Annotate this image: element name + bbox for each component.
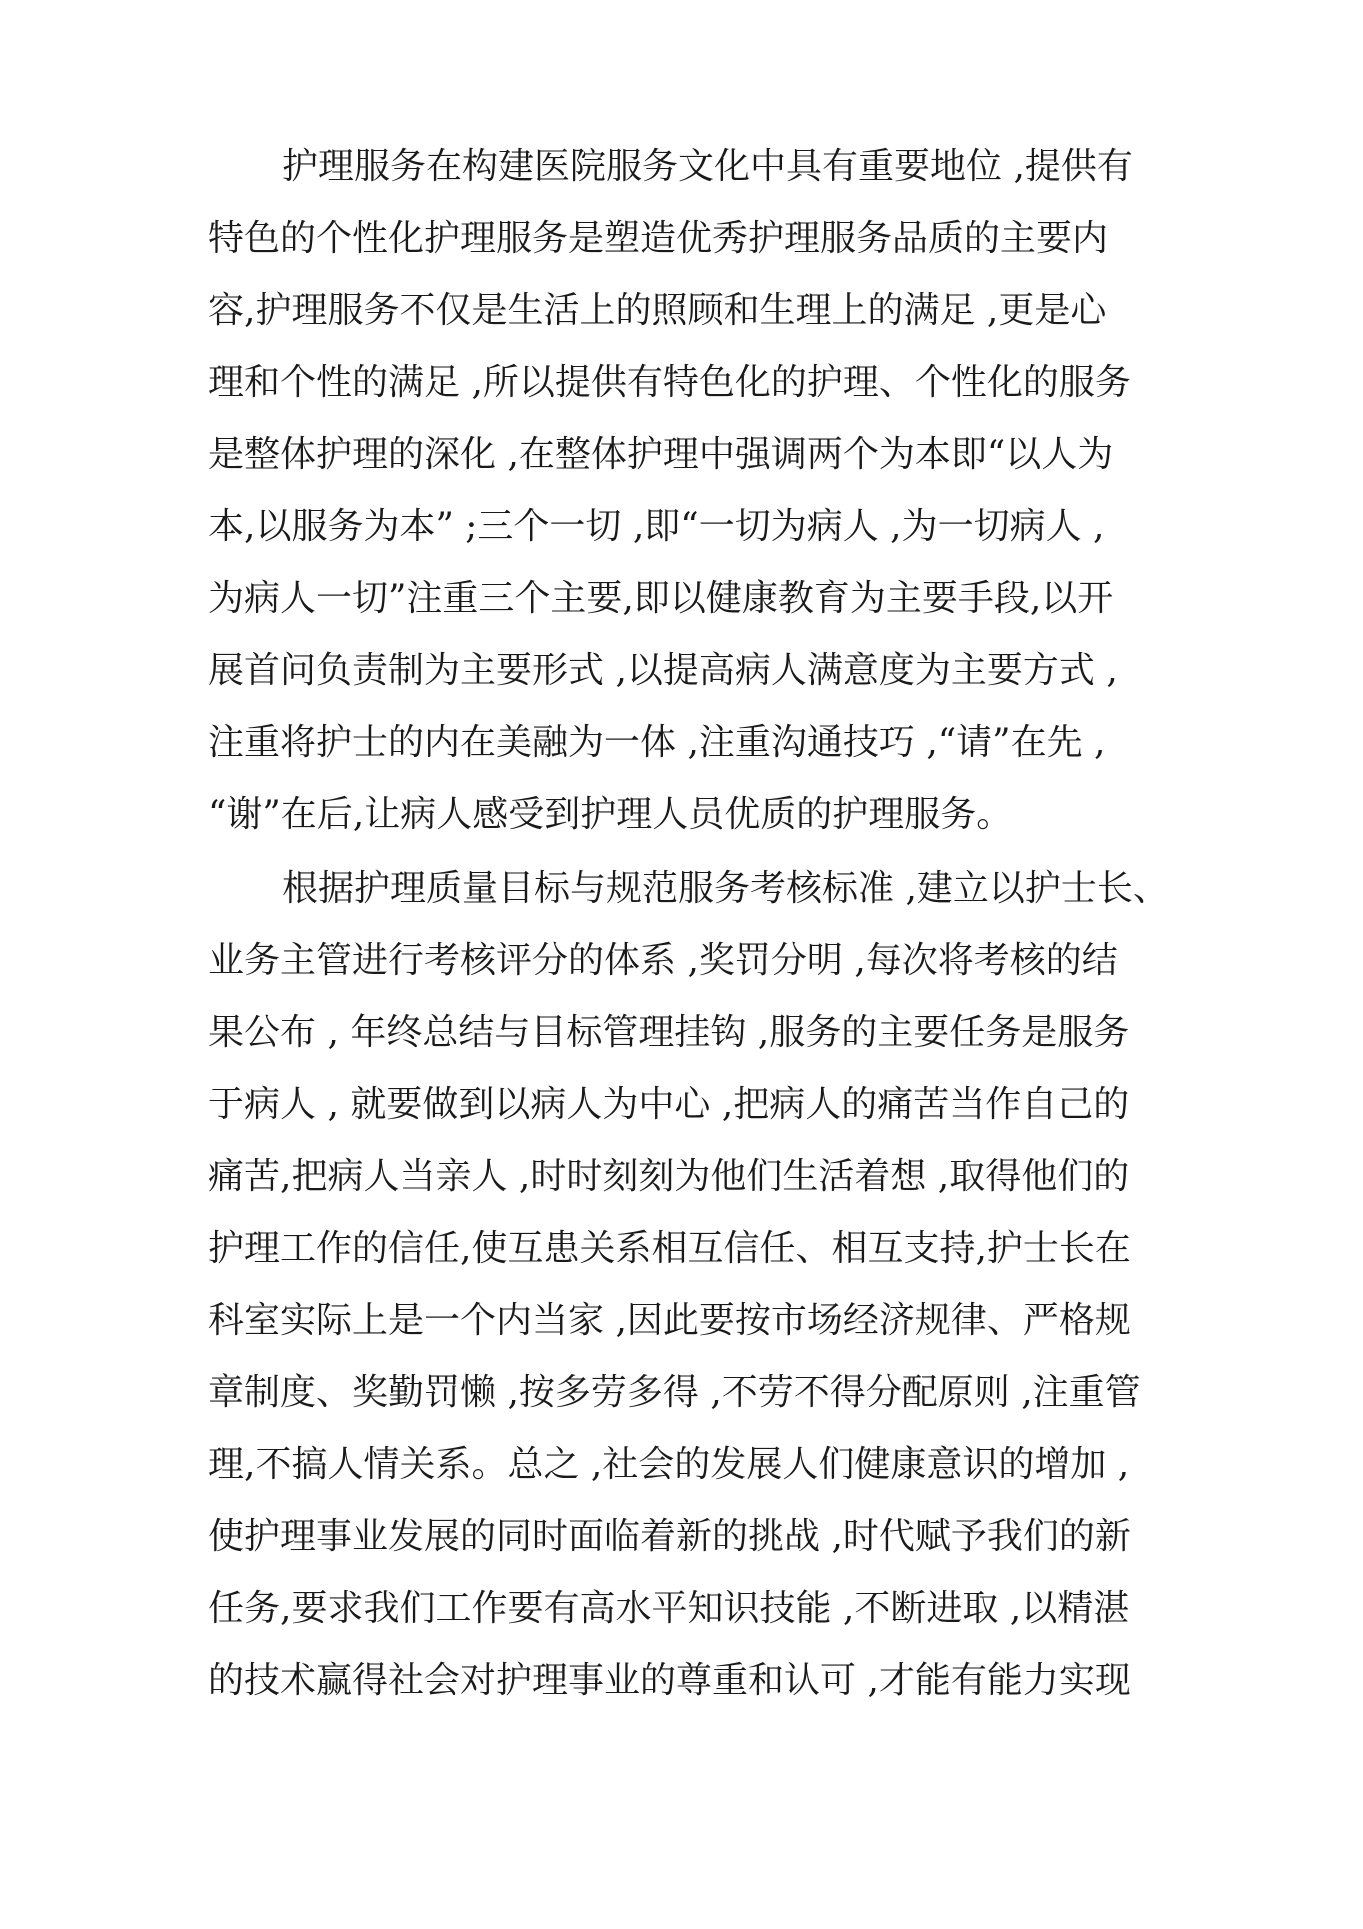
text-line: 理,不搞人情关系。总之 ,社会的发展人们健康意识的增加 , bbox=[208, 1444, 1130, 1485]
text-line: 特色的个性化护理服务是塑造优秀护理服务品质的主要内 bbox=[208, 218, 1109, 259]
text-line: 章制度、奖勤罚懒 ,按多劳多得 ,不劳不得分配原则 ,注重管 bbox=[208, 1372, 1141, 1413]
text-line: 是整体护理的深化 ,在整体护理中强调两个为本即“以人为 bbox=[208, 434, 1114, 475]
text-line: 理和个性的满足 ,所以提供有特色化的护理、个性化的服务 bbox=[208, 362, 1131, 403]
text-line: 护理服务在构建医院服务文化中具有重要地位 ,提供有 bbox=[282, 146, 1133, 187]
text-line: 任务,要求我们工作要有高水平知识技能 ,不断进取 ,以精湛 bbox=[208, 1588, 1130, 1629]
text-line: 痛苦,把病人当亲人 ,时时刻刻为他们生活着想 ,取得他们的 bbox=[208, 1156, 1130, 1197]
text-line: 根据护理质量目标与规范服务考核标准 ,建立以护士长、 bbox=[282, 868, 1169, 909]
text-line: 展首问负责制为主要形式 ,以提高病人满意度为主要方式 , bbox=[208, 650, 1118, 691]
text-line: 容,护理服务不仅是生活上的照顾和生理上的满足 ,更是心 bbox=[208, 290, 1107, 331]
text-line: 为病人一切”注重三个主要,即以健康教育为主要手段,以开 bbox=[208, 578, 1114, 619]
text-line: 科室实际上是一个内当家 ,因此要按市场经济规律、严格规 bbox=[208, 1300, 1131, 1341]
text-line: 使护理事业发展的同时面临着新的挑战 ,时代赋予我们的新 bbox=[208, 1516, 1131, 1557]
paragraph-2 bbox=[208, 853, 1168, 1717]
text-line: 的技术赢得社会对护理事业的尊重和认可 ,才能有能力实现 bbox=[208, 1660, 1131, 1701]
paragraph-1 bbox=[208, 131, 1168, 851]
text-line: “谢”在后,让病人感受到护理人员优质的护理服务。 bbox=[208, 794, 1013, 835]
text-line: 本,以服务为本” ;三个一切 ,即“一切为病人 ,为一切病人 , bbox=[208, 506, 1105, 547]
text-line: 果公布 , 年终总结与目标管理挂钩 ,服务的主要任务是服务 bbox=[208, 1012, 1130, 1053]
text-line: 业务主管进行考核评分的体系 ,奖罚分明 ,每次将考核的结 bbox=[208, 940, 1118, 981]
text-line: 护理工作的信任,使互患关系相互信任、相互支持,护士长在 bbox=[208, 1228, 1131, 1269]
text-line: 注重将护士的内在美融为一体 ,注重沟通技巧 ,“请”在先 , bbox=[208, 722, 1106, 763]
text-line: 于病人 , 就要做到以病人为中心 ,把病人的痛苦当作自己的 bbox=[208, 1084, 1130, 1125]
